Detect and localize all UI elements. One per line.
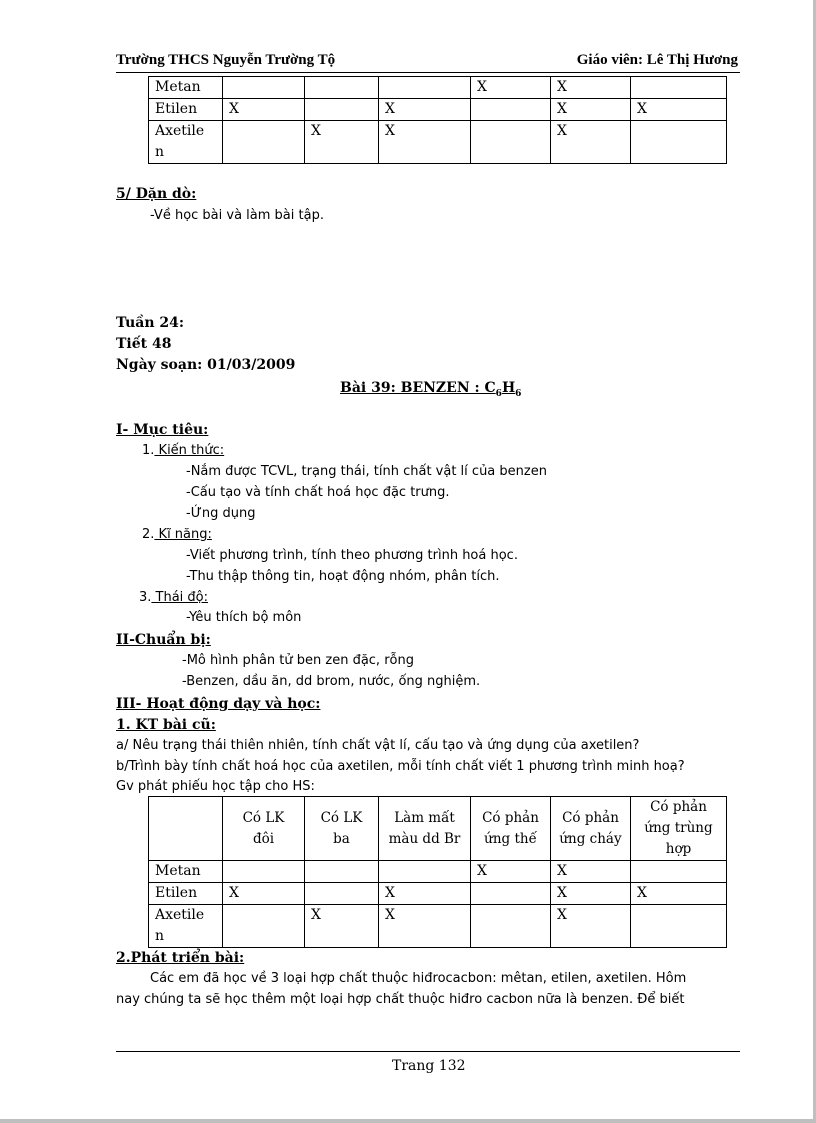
header-cell: Làm mất màu dd Br: [379, 797, 471, 861]
table-cell: X: [551, 861, 631, 883]
header-cell: Có phản ứng trùng hợp: [631, 797, 727, 861]
table-cell: X: [379, 883, 471, 905]
pt-heading: 2.Phát triển bài:: [116, 950, 245, 966]
row-label: Axetile n: [149, 121, 223, 164]
table-cell: [223, 861, 305, 883]
table-cell: [223, 905, 305, 948]
table-cell: [379, 861, 471, 883]
table-cell: [631, 905, 727, 948]
sub1-item: -Cấu tạo và tính chất hoá học đặc trưng.: [186, 485, 450, 500]
sub2-item: -Thu thập thông tin, hoạt động nhóm, phân tích.: [186, 569, 500, 584]
lesson-title: Bài 39: BENZEN : $C_6H_6$: [340, 380, 522, 399]
table-cell: [305, 861, 379, 883]
header-cell-empty: [149, 797, 223, 861]
table-cell: [223, 121, 305, 164]
top-table: [148, 76, 727, 164]
table-cell: X: [551, 77, 631, 99]
footer-rule: [116, 1051, 740, 1052]
table-row: [149, 861, 727, 883]
table-cell: X: [551, 99, 631, 121]
table-cell: [305, 883, 379, 905]
row-label: Etilen: [149, 99, 223, 121]
kt-handout: Gv phát phiếu học tập cho HS:: [116, 779, 315, 794]
sub1-item: -Ứng dụng: [186, 506, 256, 521]
header-cell: Có LK ba: [305, 797, 379, 861]
table-cell: X: [551, 905, 631, 948]
lesson-period: Tiết 48: [116, 336, 172, 352]
table-cell: X: [379, 121, 471, 164]
lesson-date: Ngày soạn: 01/03/2009: [116, 357, 296, 373]
header-cell: Có LK đôi: [223, 797, 305, 861]
worksheet-table: [148, 796, 727, 948]
pt-paragraph-line2: nay chúng ta sẽ học thêm một loại hợp chất thuộc hiđro cacbon nữa là benzen. Để biết: [116, 992, 685, 1007]
table-cell: [471, 883, 551, 905]
table-header-row: [149, 797, 727, 861]
table-cell: X: [223, 883, 305, 905]
table-cell: [471, 99, 551, 121]
kt-heading: 1. KT bài cũ:: [116, 717, 216, 733]
sub1-item: -Nắm được TCVL, trạng thái, tính chất vật lí của benzen: [186, 464, 547, 479]
prep-item: -Mô hình phân tử ben zen đặc, rỗng: [182, 653, 414, 668]
row-label: Etilen: [149, 883, 223, 905]
table-cell: X: [551, 883, 631, 905]
table-cell: X: [305, 121, 379, 164]
prep-item: -Benzen, dầu ăn, dd brom, nước, ống nghiệm.: [182, 674, 481, 689]
header-teacher: Giáo viên: Lê Thị Hương: [576, 52, 738, 68]
sub3-item: -Yêu thích bộ môn: [186, 610, 302, 625]
kt-question-b: b/Trình bày tính chất hoá học của axetilen, mỗi tính chất viết 1 phương trình minh hoạ?: [116, 759, 685, 774]
table-cell: X: [379, 905, 471, 948]
dando-text: -Về học bài và làm bài tập.: [150, 208, 324, 223]
sub2-heading: 2. Kĩ năng:: [142, 527, 212, 542]
dando-heading: 5/ Dặn dò:: [116, 186, 197, 202]
table-cell: [305, 77, 379, 99]
pt-paragraph-line1: Các em đã học về 3 loại hợp chất thuộc hiđrocacbon: mêtan, etilen, axetilen. Hôm: [150, 971, 687, 986]
row-label: Metan: [149, 77, 223, 99]
table-row: [149, 121, 727, 164]
lesson-week: Tuần 24:: [116, 315, 185, 331]
table-cell: X: [471, 77, 551, 99]
table-cell: X: [223, 99, 305, 121]
header-rule: [116, 72, 740, 73]
table-cell: X: [471, 861, 551, 883]
page-shadow-bottom: [0, 1119, 816, 1123]
kt-question-a: a/ Nêu trạng thái thiên nhiên, tính chất vật lí, cấu tạo và ứng dụng của axetilen?: [116, 738, 640, 753]
section3-heading: III- Hoạt động dạy và học:: [116, 696, 321, 712]
table-cell: [631, 861, 727, 883]
table-cell: [471, 121, 551, 164]
table-cell: [223, 77, 305, 99]
table-cell: [379, 77, 471, 99]
table-row: [149, 883, 727, 905]
page-number: Trang 132: [392, 1058, 466, 1074]
table-cell: X: [305, 905, 379, 948]
sub3-heading: 3. Thái độ:: [139, 590, 209, 605]
table-cell: X: [631, 883, 727, 905]
header-school: Trường THCS Nguyễn Trường Tộ: [116, 52, 336, 68]
sub1-heading: 1. Kiến thức:: [142, 443, 225, 458]
section1-heading: I- Mục tiêu:: [116, 422, 209, 438]
section2-heading: II-Chuẩn bị:: [116, 632, 211, 648]
table-row: [149, 77, 727, 99]
table-row: [149, 99, 727, 121]
header-cell: Có phản ứng thế: [471, 797, 551, 861]
header-cell: Có phản ứng cháy: [551, 797, 631, 861]
table-cell: X: [551, 121, 631, 164]
table-cell: X: [379, 99, 471, 121]
row-label: Axetile n: [149, 905, 223, 948]
table-cell: [631, 77, 727, 99]
table-cell: [631, 121, 727, 164]
table-cell: [305, 99, 379, 121]
table-cell: [471, 905, 551, 948]
sub2-item: -Viết phương trình, tính theo phương trình hoá học.: [186, 548, 518, 563]
row-label: Metan: [149, 861, 223, 883]
table-row: [149, 905, 727, 948]
table-cell: X: [631, 99, 727, 121]
